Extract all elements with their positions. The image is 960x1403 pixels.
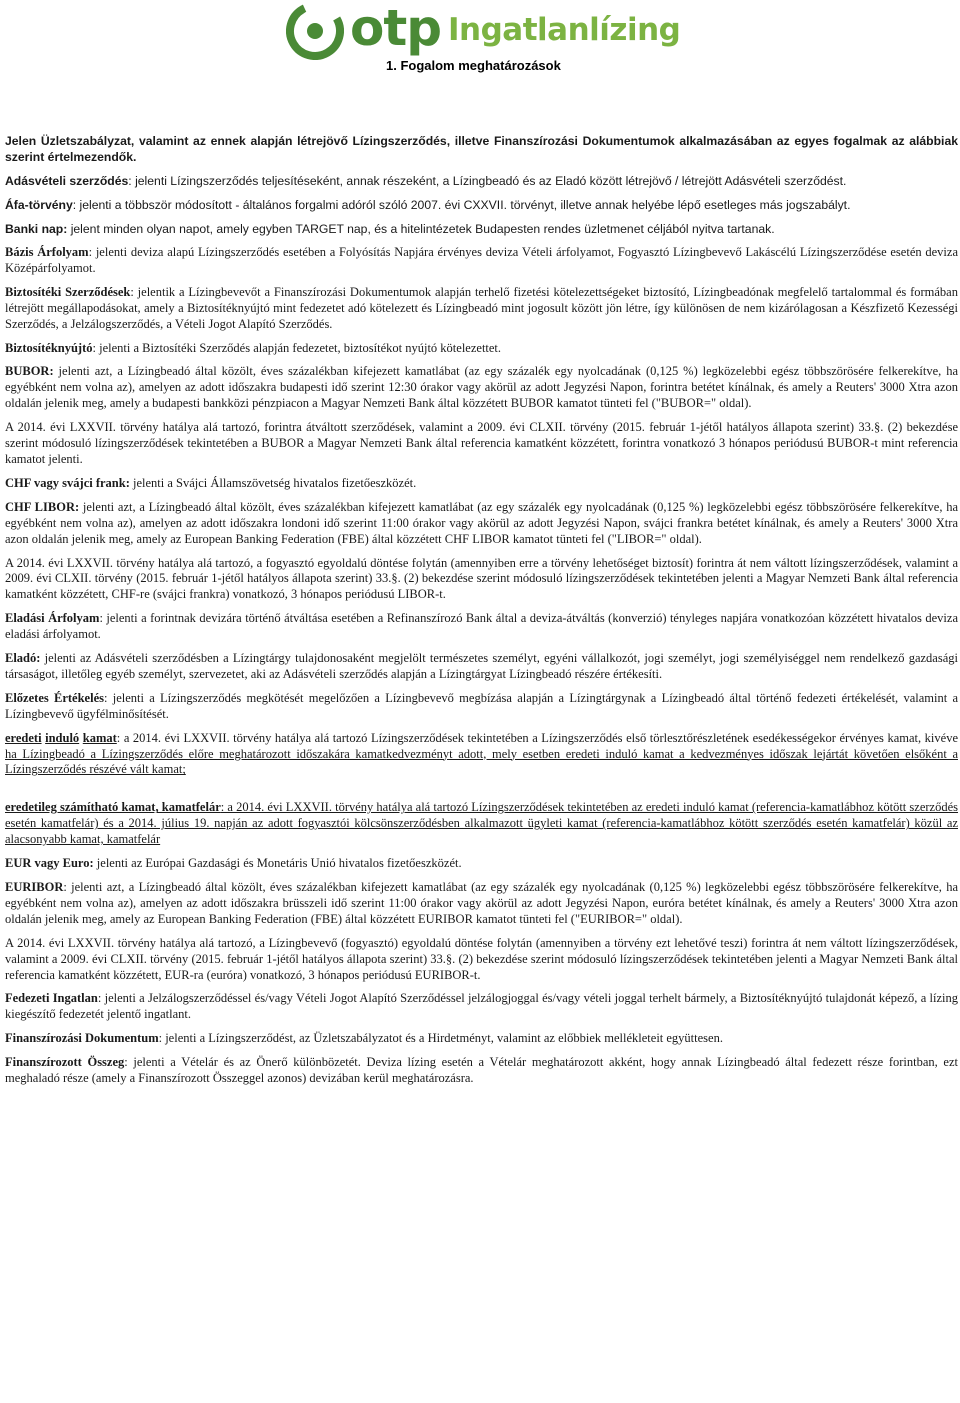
definition-eredeti-indulo-kamat xyxy=(5,731,958,779)
definition-text: jelenti az Európai Gazdasági és Monetáris Unió hivatalos fizetőeszközét. xyxy=(93,856,462,871)
definition-term: Fedezeti Ingatlan xyxy=(5,991,98,1006)
definition-text: : jelenti a Jelzálogszerződéssel és/vagy Vételi Jogot Alapító Szerződéssel jelzálogjoggal és/vagy vételi joggal terhelt bármely, a Biztosítéknyújtó tulajdonát képező, a lízing kiegészítő fedezetét jelentő ingatlant. xyxy=(5,991,959,1022)
page-header xyxy=(0,0,960,80)
definition-euribor xyxy=(5,880,958,928)
definition-elado xyxy=(5,651,958,683)
definition-term: Eladási Árfolyam xyxy=(5,611,100,626)
definition-text: : a 2014. évi LXXVII. törvény hatálya alá tartozó Lízingszerződések tekintetében a Lízingszerződés első törlesztőrészletének esedékességekor érvényes kamat, kivéve xyxy=(116,730,958,745)
definition-chf-libor-note: A 2014. évi LXXVII. törvény hatálya alá tartozó, a fogyasztó egyoldalú döntése folytán (amennyiben erre a törvény lehetőséget biztosít) forintra át nem váltott lízingszerződések, valamint a 2009. évi CLXII. törvény (2015. február 1-jétől hatályos állapota szerint) 33.§. (2) bekezdése szerint módosuló lízingszerződések tekintetében jelenti a Magyar Nemzeti Bank által referencia kamatként közzétett, CHF-re (svájci frankra) vonatkozó, 3 hónapos periódusú LIBOR-t. xyxy=(5,555,958,602)
definition-finanszirozasi-dokumentum xyxy=(5,1031,958,1047)
definition-term: Áfa-törvény xyxy=(5,198,73,212)
definition-chf xyxy=(5,476,958,492)
definition-afa xyxy=(5,197,958,213)
definition-text: : jelenti a forintnak devizára történő átváltása esetében a Refinanszírozó Bank által a deviza-átváltás (konverzió) tényleges napjára vonatkozóan közzétett hivatalos deviza eladási árfolyamot. xyxy=(5,611,959,642)
definition-biztositeki-szerzodesek xyxy=(5,285,958,333)
definition-text: : jelenti a Lízingszerződés megkötését megelőzően a Lízingbevevő megbízása alapján a Lízingtárgynak a Lízingbeadó által történő fedezeti értékelését, valamint a Lízingbevevő ügyfélminősítését. xyxy=(5,690,958,721)
definition-text: jelenti az Adásvételi szerződésben a Lízingtárgy tulajdonosaként megjelölt természetes személyt, egyéni vállalkozót, jogi személyt, jogi személyiséggel nem rendelkező gazdasági társaságot, illetőleg egyéb személyt, szervezetet, aki az Adásvételi szerződés alapján a Lízingtárgyat Lízingbeadó részére értékesíti. xyxy=(5,651,958,681)
spacer xyxy=(5,786,958,800)
definition-term-part: kamat xyxy=(82,730,117,745)
definition-text: : jelenti azt, a Lízingbeadó által közölt, éves százalékban kifejezett kamatlábat (az egy százalék egy nyolcadának (0,125 %) legközelebbi egész többszörösére felkerekítve, ha egyébként nem volna az), amelyen az adott időszakra brüsszeli idő szerint 11:00 órakor vagy akörül az adott Jegyzési Napon, euróra betétet kínálnak, és amely a Reuters' 3000 Xtra azon oldalán jelenik meg, amely az European Banking Federation (FBE) által közzétett EURIBOR kamatot tünteti fel ("EURIBOR=" oldal). xyxy=(5,880,958,926)
intro-paragraph: Jelen Üzletszabályzat, valamint az ennek alapján létrejövő Lízingszerződés, illetve Finanszírozási Dokumentumok alkalmazásában az egyes fogalmak az alábbiak szerint értelmezendők. xyxy=(5,134,958,164)
definition-term: CHF vagy svájci frank: xyxy=(5,475,130,490)
definition-adasveteli xyxy=(5,173,958,189)
otp-swirl-icon xyxy=(286,2,344,60)
definition-term-part: induló xyxy=(45,730,80,745)
definition-bubor xyxy=(5,364,958,412)
definition-term: Biztosítéki Szerződések xyxy=(5,284,131,299)
definition-text-underlined: ha Lízingbeadó a Lízingszerződés előre meghatározott időszakára kamatkedvezményt adott, mely esetben eredeti induló kamat a kedvezményes időszak lejártát követően elsőként a Lízingszerződés részévé vált kamat; xyxy=(5,746,958,777)
definition-term: Eladó: xyxy=(5,651,41,666)
definition-text-underlined: az eredeti induló kamat (referencia-kamatlábhoz kötött szerződés esetén kamatfelár) és a 2014. július 19. napján az adott fogyasztói kölcsönszerződésben alkalmazott ügyleti kamat (referencia-kamatlábhoz kötött szerződés esetén kamatfelár) közül az alacsonyabb kamat, kamatfelár xyxy=(5,800,959,847)
definition-eladasi-arfolyam xyxy=(5,611,958,643)
definition-biztositeknyujto xyxy=(5,341,958,357)
definition-text: : jelentik a Lízingbevevőt a Finanszírozási Dokumentumok alapján terhelő fizetési kötelezettségeket biztosító, Lízingbeadónak megfelelő tartalommal és formában létrejött megállapodásokat, amely a Biztosítéknyújtó mint fedezetet adó kötelezett és Lízingbeadó mint jogosult között jön létre, így különösen de nem kizárólagosan a Készfizető Kezességi Szerződés, a Jelzálogszerződés, a Vételi Jogot Alapító Szerződés. xyxy=(5,284,958,331)
definition-term: Finanszírozott Összeg xyxy=(5,1055,125,1070)
definition-chf-libor xyxy=(5,500,958,548)
otp-ingatlanlizing-logo xyxy=(286,0,681,60)
definition-text: : a 2014. évi LXXVII. törvény hatálya alá tartozó Lízingszerződések tekintetében xyxy=(220,800,629,815)
definition-term: EURIBOR xyxy=(5,880,64,894)
definition-text: : jelenti a Biztosítéki Szerződés alapján fedezetet, biztosítékot nyújtó kötelezettet. xyxy=(92,340,502,355)
section-title: 1. Fogalom meghatározások xyxy=(386,58,561,73)
definitions-body xyxy=(5,133,958,1095)
definition-text: jelent minden olyan napot, amely egyben TARGET nap, és a hitelintézetek Budapesten rendes üzletmenet céljából nyitva tartanak. xyxy=(67,222,775,236)
definition-bubor-note: A 2014. évi LXXVII. törvény hatálya alá tartozó, forintra átváltott szerződések, valamint a 2009. évi CLXII. törvény (2015. február 1-jétől hatályos állapota szerint) 33.§. (2) bekezdése szerint módosuló lízingszerződések tekintetében a BUBOR a Magyar Nemzeti Bank által referencia kamatként közzétett, forintra vonatkozó 3 hónapos periódusú BUBOR-t mint referencia kamatot jelenti. xyxy=(5,420,958,466)
definition-text: jelenti azt, a Lízingbeadó által közölt, éves százalékban kifejezett kamatlábat (az egy százalék egy nyolcadának (0,125 %) legközelebbi egész többszörösére felkerekítve, ha egyébként nem volna az), amelyen az adott időszakra budapesti idő szerint 12:30 órakor vagy akörül az adott Jegyzési Napon, forintra betétet kínálnak, és amely a Reuters' 3000 Xtra azon oldalán jelenik meg, amely a budapesti bankközi pénzpiacon a Magyar Nemzeti Bank által közzétett BUBOR kamatot tünteti fel ("BUBOR=" oldal). xyxy=(5,364,958,411)
definition-elozetes-ertekeles xyxy=(5,691,958,723)
definition-text: : jelenti deviza alapú Lízingszerződés esetében a Folyósítás Napjára érvényes deviza Vételi árfolyamot, Fogyasztó Lízingbevevő Lakáscélú Lízingszerződése esetén deviza Középárfolyamot. xyxy=(5,245,958,275)
definition-text: : jelenti a Vételár és az Önerő különbözetét. Deviza lízing esetén a Vételár meghatározott akként, hogy annak Lízingbeadó által fedezett része forintban, ezt meghaladó része (amely a Finanszírozott Összeggel azonos) devizában kerül meghatározásra. xyxy=(5,1055,958,1086)
definition-fedezeti-ingatlan xyxy=(5,991,958,1023)
definition-term: BUBOR: xyxy=(5,364,54,379)
definition-finanszirozott-osszeg xyxy=(5,1055,958,1087)
definition-text: : jelenti a Lízingszerződést, az Üzletszabályzatot és a Hirdetményt, valamint az előbbiek mellékleteit együttesen. xyxy=(158,1031,723,1046)
definition-banki-nap xyxy=(5,221,958,237)
definition-term: Banki nap: xyxy=(5,222,68,236)
definition-term: Adásvételi szerződés xyxy=(5,174,129,188)
definition-text: : jelenti a többször módosított - általános forgalmi adóról szóló 2007. évi CXXVII. törvényt, illetve annak helyébe lépő esetleges más jogszabályt. xyxy=(72,198,851,212)
definition-bazis-arfolyam xyxy=(5,245,958,277)
definition-term: Biztosítéknyújtó xyxy=(5,340,93,355)
definition-term: Bázis Árfolyam xyxy=(5,245,89,259)
definition-term: EUR vagy Euro: xyxy=(5,856,94,871)
definition-text: jelenti azt, a Lízingbeadó által közölt, éves százalékban kifejezett kamatlábat (az egy százalék egy nyolcadának (0,125 %) legközelebbi egész többszörösére felkerekítve, ha egyébként nem volna az), amelyen az adott időszakra londoni idő szerint 11:00 órakor vagy akörül az adott Jegyzési Napon, svájci frankra betétet kínálnak, és amely a Reuters' 3000 Xtra azon oldalán jelenik meg, amely az European Banking Federation (FBE) által közzétett CHF LIBOR kamatot tünteti fel ("LIBOR=" oldal). xyxy=(5,499,958,546)
definition-text: jelenti a Svájci Államszövetség hivatalos fizetőeszközét. xyxy=(129,475,417,490)
definition-term: eredetileg számítható kamat, kamatfelár xyxy=(5,800,221,815)
logo-otp-text: otp xyxy=(350,0,442,57)
logo-ingatlanlizing-text: Ingatlanlízing xyxy=(448,12,681,48)
definition-eredetileg-szamithato xyxy=(5,800,958,848)
definition-term: Előzetes Értékelés xyxy=(5,690,104,705)
definition-term: CHF LIBOR: xyxy=(5,499,80,514)
definition-euribor-note: A 2014. évi LXXVII. törvény hatálya alá tartozó, a Lízingbevevő (fogyasztó) egyoldalú döntése folytán (amennyiben a törvény ezt lehetővé teszi) forintra át nem váltott lízingszerződések, valamint a 2009. évi CLXII. törvény (2015. február 1-jétől hatályos állapota szerint) 33.§. (2) bekezdése szerint módosuló lízingszerződések tekintetében jelenti a Magyar Nemzeti Bank által referencia kamatként közzétett, EUR-ra (euróra) vonatkozó, 3 hónapos periódusú EURIBOR-t. xyxy=(5,935,958,982)
definition-term-part: eredeti xyxy=(5,730,42,745)
definition-term: Finanszírozási Dokumentum xyxy=(5,1031,159,1046)
definition-text: : jelenti Lízingszerződés teljesítéseként, annak részeként, a Lízingbeadó és az Eladó között létrejövő / létrejött Adásvételi szerződést. xyxy=(128,174,847,188)
definition-eur xyxy=(5,856,958,872)
